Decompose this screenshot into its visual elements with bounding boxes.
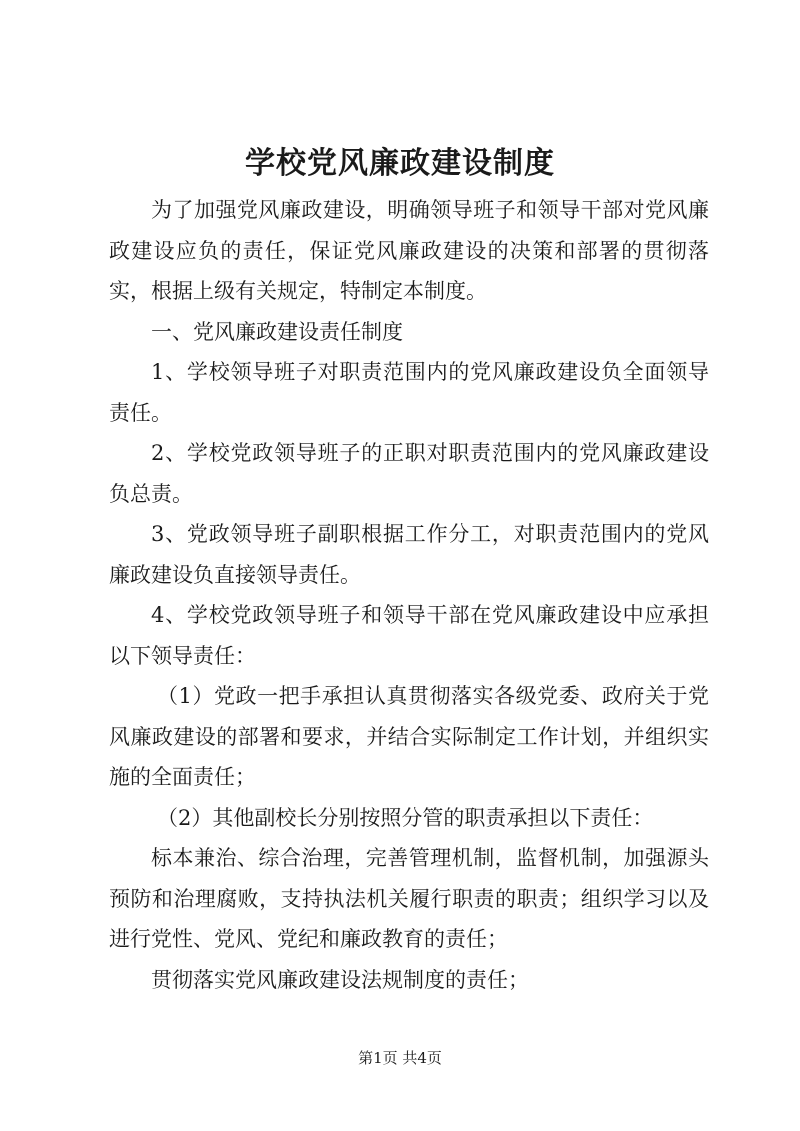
page-footer: 第1页 共4页 (358, 1049, 442, 1067)
paragraph-responsibility-1: 标本兼治、综合治理，完善管理机制，监督机制，加强源头预防和治理腐败，支持执法机关履行职责的职责；组织学习以及进行党性、党风、党纪和廉政教育的责任； (109, 846, 709, 951)
paragraph-subitem-1: （1）党政一把手承担认真贯彻落实各级党委、政府关于党风廉政建设的部署和要求，并结合实际制定工作计划，并组织实施的全面责任； (109, 684, 709, 789)
section-heading-1: 一、党风廉政建设责任制度 (151, 319, 403, 344)
paragraph-item-2: 2、学校党政领导班子的正职对职责范围内的党风廉政建设负总责。 (109, 441, 709, 506)
paragraph-subitem-2: （2）其他副校长分别按照分管的职责承担以下责任： (157, 805, 654, 830)
document-body (109, 190, 709, 1000)
document-title: 学校党风廉政建设制度 (245, 146, 555, 181)
paragraph-item-3: 3、党政领导班子副职根据工作分工，对职责范围内的党风廉政建设负直接领导责任。 (109, 522, 709, 587)
paragraph-intro: 为了加强党风廉政建设，明确领导班子和领导干部对党风廉政建设应负的责任，保证党风廉政建设的决策和部署的贯彻落实，根据上级有关规定，特制定本制度。 (109, 198, 709, 303)
paragraph-item-4: 4、学校党政领导班子和领导干部在党风廉政建设中应承担以下领导责任： (109, 603, 709, 668)
paragraph-responsibility-2: 贯彻落实党风廉政建设法规制度的责任； (151, 967, 529, 992)
paragraph-item-1: 1、学校领导班子对职责范围内的党风廉政建设负全面领导责任。 (109, 360, 709, 425)
